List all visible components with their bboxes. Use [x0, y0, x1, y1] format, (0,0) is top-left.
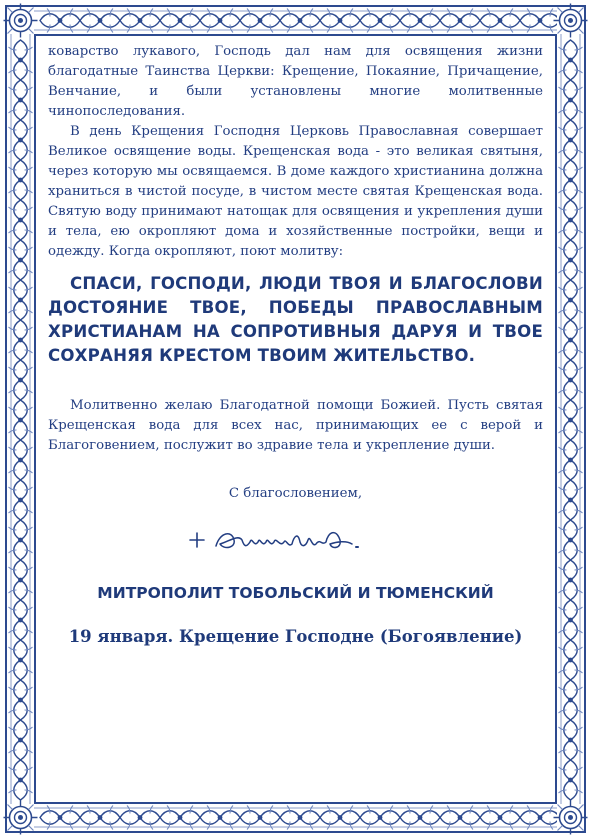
- handwritten-signature: [176, 518, 416, 558]
- prayer-text: СПАСИ, ГОСПОДИ, ЛЮДИ ТВОЯ И БЛАГОСЛОВИ ДОСТОЯНИЕ ТВОЕ, ПОБЕДЫ ПРАВОСЛАВНЫМ ХРИСТИАНАМ НА СОПРОТИВНЫЯ ДАРУЯ И ТВОЕ СОХРАНЯЯ КРЕСТОМ ТВОИМ ЖИТЕЛЬСТВО.: [48, 274, 543, 365]
- signature-text: + Димитрий.: [175, 518, 183, 519]
- paragraph-theophany-water: В день Крещения Господня Церковь Православная совершает Великое освящение воды. Крещенская вода - это великая святыня, через которую мы освящаемся. В доме каждого христианина должна храниться в чистой посуде, в чистом месте святая Крещенская вода. Святую воду принимают натощак для освящения и укрепления души и тела, ею окропляют дома и хозяйственные постройки, вещи и одежду. Когда окропляют, поют молитву:: [48, 124, 543, 259]
- paragraph-sacraments: коварство лукавого, Господь дал нам для освящения жизни благодатные Таинства Церкви: Крещение, Покаяние, Причащение, Венчание, и были установлены многие молитвенные чинопоследования.: [48, 44, 543, 119]
- document-body: [48, 42, 543, 794]
- signatory-title: МИТРОПОЛИТ ТОБОЛЬСКИЙ И ТЮМЕНСКИЙ: [97, 584, 494, 602]
- blessing-line: С благословением,: [228, 486, 363, 501]
- paragraph-wishes: Молитвенно желаю Благодатной помощи Божией. Пусть святая Крещенская вода для всех нас, принимающих ее с верой и Благоговением, послужит во здравие тела и укрепление души.: [48, 398, 543, 453]
- date-line: 19 января. Крещение Господне (Богоявление): [68, 627, 523, 646]
